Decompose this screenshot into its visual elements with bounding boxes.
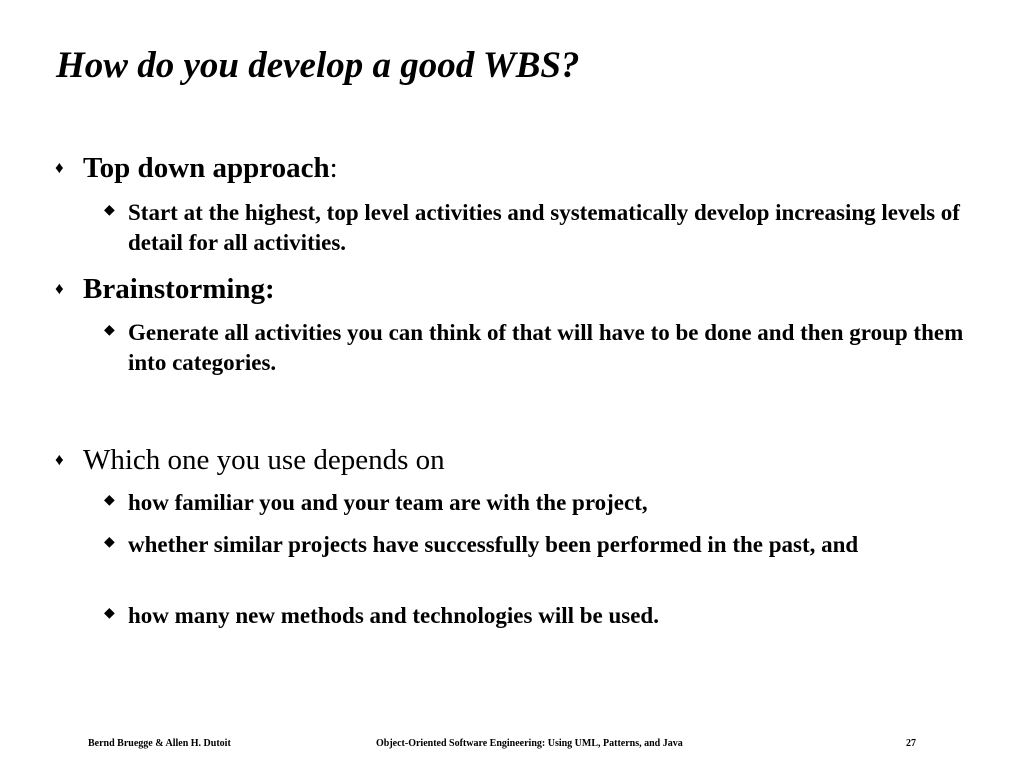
top-down-detail: Start at the highest, top level activities and systematically develop increasing levels of detail for all activities. — [128, 200, 960, 255]
page-number: 27 — [906, 738, 916, 749]
slide-title: How do you develop a good WBS? — [56, 45, 580, 86]
top-down-colon: : — [329, 152, 338, 184]
sub-bullet-new-methods — [104, 601, 968, 631]
diamond-sub-bullet-icon: ◆ — [104, 323, 115, 338]
diamond-sub-bullet-icon: ◆ — [104, 606, 115, 621]
diamond-sub-bullet-icon: ◆ — [104, 535, 115, 550]
footer-authors: Bernd Bruegge & Allen H. Dutoit — [88, 738, 231, 749]
diamond-sub-bullet-icon: ◆ — [104, 493, 115, 508]
depends-item: how many new methods and technologies will be used. — [128, 603, 659, 628]
brainstorming-heading: Brainstorming: — [83, 273, 275, 305]
brainstorming-detail: Generate all activities you can think of that will have to be done and then group them into categories. — [128, 320, 964, 375]
sub-bullet-familiarity — [104, 488, 968, 518]
diamond-bullet-icon: ♦ — [55, 450, 64, 469]
bullet-brainstorming — [55, 272, 275, 306]
diamond-bullet-icon: ♦ — [55, 279, 64, 298]
top-down-heading: Top down approach — [83, 152, 330, 184]
depends-item: how familiar you and your team are with the project, — [128, 490, 648, 515]
depends-item: whether similar projects have successfully been performed in the past, and — [128, 532, 859, 557]
bullet-top-down — [55, 151, 338, 185]
sub-bullet-similar-projects — [104, 530, 968, 560]
diamond-sub-bullet-icon: ◆ — [104, 203, 115, 218]
bullet-depends-on — [55, 443, 445, 477]
diamond-bullet-icon: ♦ — [55, 158, 64, 177]
sub-bullet-top-down — [104, 198, 968, 258]
sub-bullet-brainstorming — [104, 318, 968, 378]
depends-on-heading: Which one you use depends on — [83, 444, 445, 476]
footer-book-title: Object-Oriented Software Engineering: Using UML, Patterns, and Java — [376, 738, 683, 749]
